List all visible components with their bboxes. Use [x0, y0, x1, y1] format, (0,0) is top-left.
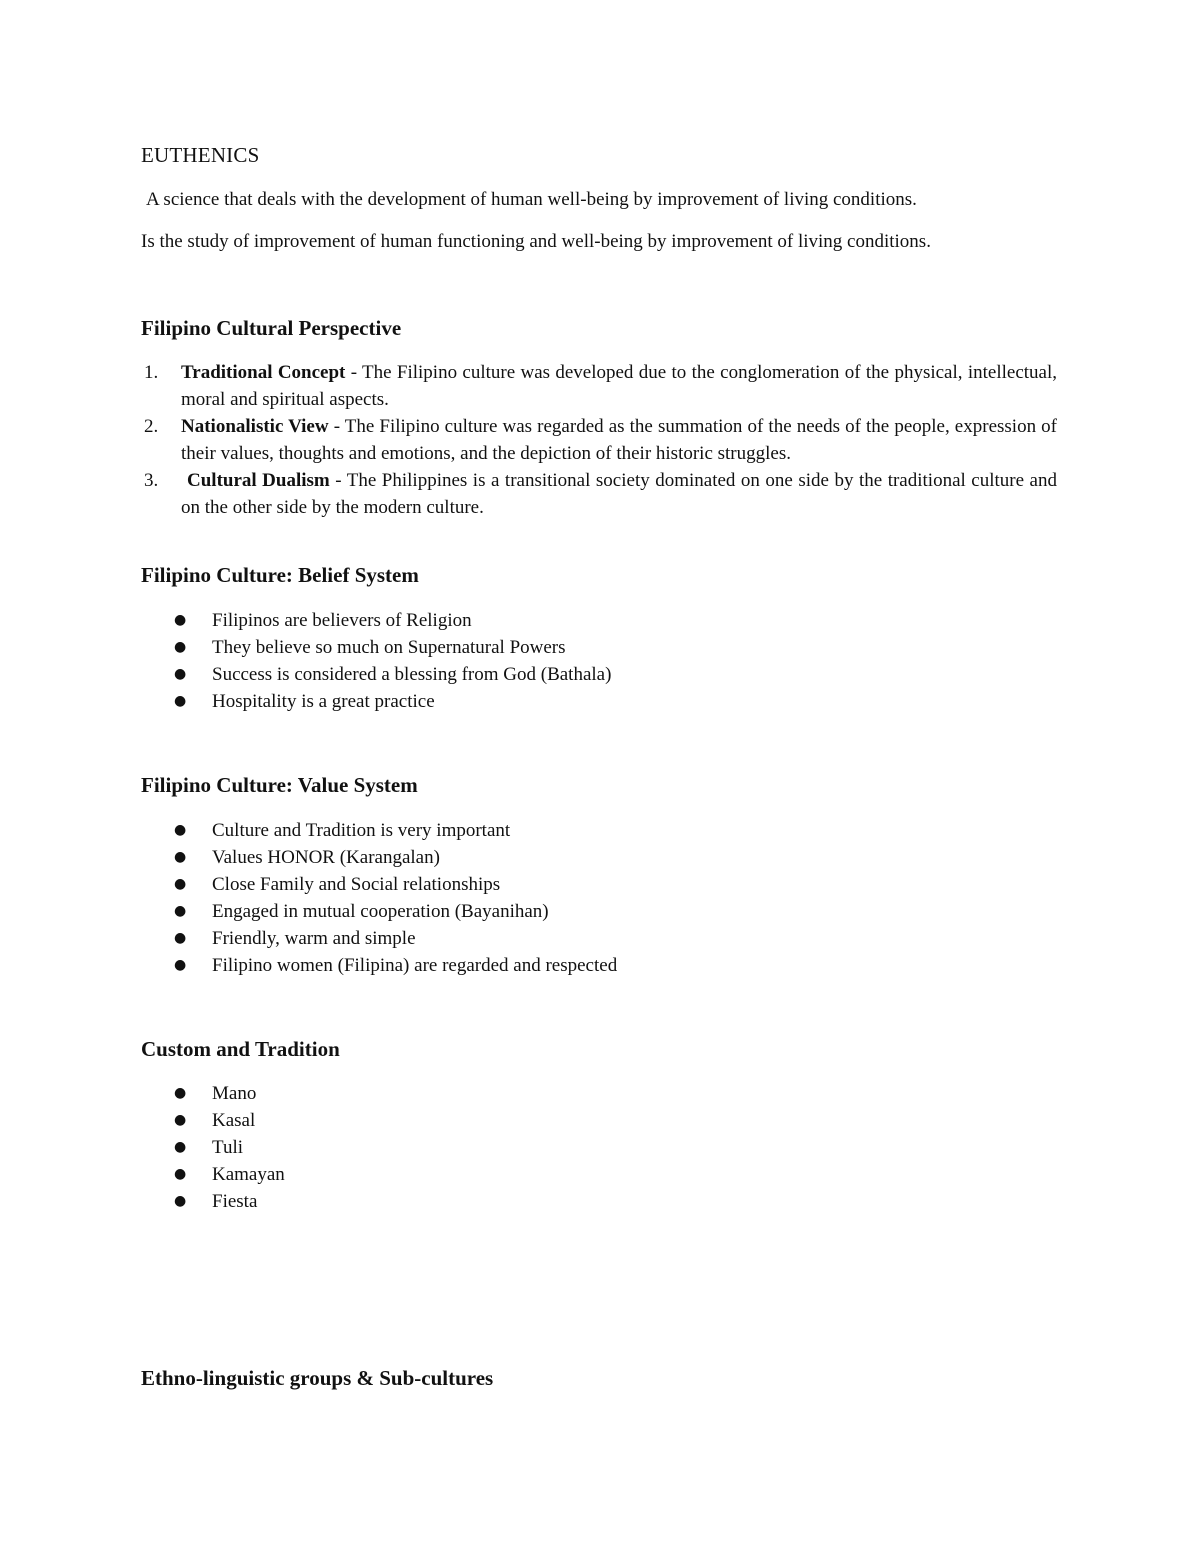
list-item — [141, 1080, 285, 1107]
list-item-text: Culture and Tradition is very important — [212, 820, 511, 841]
section-heading-belief: Filipino Culture: Belief System — [141, 563, 419, 587]
section-heading-custom: Custom and Tradition — [141, 1037, 340, 1061]
list-item — [141, 871, 617, 898]
bullet-icon: ● — [174, 666, 187, 682]
bullet-icon: ● — [174, 693, 187, 709]
bullet-icon: ● — [174, 849, 187, 865]
list-item-text: Engaged in mutual cooperation (Bayanihan) — [212, 901, 549, 922]
list-item-text: Fiesta — [212, 1191, 258, 1212]
values-list — [141, 817, 617, 979]
perspective-item — [141, 467, 1057, 521]
list-item-text: Hospitality is a great practice — [212, 691, 435, 712]
list-item — [141, 1188, 285, 1215]
document-title: EUTHENICS — [141, 143, 260, 167]
list-item-text: Filipino women (Filipina) are regarded and respected — [212, 955, 618, 976]
bullet-icon: ● — [174, 876, 187, 892]
list-item — [141, 952, 617, 979]
list-item-text: Filipinos are believers of Religion — [212, 610, 472, 631]
list-item — [141, 1161, 285, 1188]
perspective-text: - The Philippines is a transitional society dominated on one side by the traditional culture and on the other side by the modern culture. — [181, 470, 1057, 518]
bullet-icon: ● — [174, 1166, 187, 1182]
perspective-term: Cultural Dualism — [187, 470, 330, 491]
perspective-item — [141, 413, 1057, 467]
bullet-icon: ● — [174, 822, 187, 838]
bullet-icon: ● — [174, 957, 187, 973]
perspective-text: - The Filipino culture was developed due to the conglomeration of the physical, intellectual, moral and spiritual aspects. — [181, 362, 1057, 410]
list-item — [141, 607, 611, 634]
list-item — [141, 925, 617, 952]
list-item — [141, 1134, 285, 1161]
bullet-icon: ● — [174, 930, 187, 946]
list-item — [141, 817, 617, 844]
bullet-icon: ● — [174, 903, 187, 919]
bullet-icon: ● — [174, 639, 187, 655]
list-number: 3. — [144, 470, 159, 491]
custom-list — [141, 1080, 285, 1215]
perspective-term: Nationalistic View — [181, 416, 329, 437]
list-item — [141, 1107, 285, 1134]
list-item — [141, 661, 611, 688]
list-item — [141, 688, 611, 715]
belief-list — [141, 607, 611, 715]
bullet-icon: ● — [174, 612, 187, 628]
list-number: 2. — [144, 416, 159, 437]
bullet-icon: ● — [174, 1139, 187, 1155]
definition-paragraph-2: Is the study of improvement of human functioning and well-being by improvement of living conditions. — [141, 231, 931, 252]
perspective-term: Traditional Concept — [181, 362, 346, 383]
list-item-text: Close Family and Social relationships — [212, 874, 501, 895]
list-item — [141, 898, 617, 925]
perspective-list — [141, 359, 1057, 521]
list-item-text: Friendly, warm and simple — [212, 928, 416, 949]
section-heading-perspective: Filipino Cultural Perspective — [141, 316, 402, 340]
list-item-text: Values HONOR (Karangalan) — [212, 847, 440, 868]
bullet-icon: ● — [174, 1193, 187, 1209]
list-item-text: They believe so much on Supernatural Powers — [212, 637, 566, 658]
bullet-icon: ● — [174, 1085, 187, 1101]
list-item-text: Success is considered a blessing from God (Bathala) — [212, 664, 612, 685]
list-item-text: Tuli — [212, 1137, 243, 1158]
list-number: 1. — [144, 362, 159, 383]
section-heading-values: Filipino Culture: Value System — [141, 773, 418, 797]
list-item — [141, 844, 617, 871]
perspective-item — [141, 359, 1057, 413]
definition-paragraph-1: A science that deals with the development of human well-being by improvement of living conditions. — [146, 189, 917, 210]
list-item-text: Kamayan — [212, 1164, 285, 1185]
list-item-text: Mano — [212, 1083, 257, 1104]
bullet-icon: ● — [174, 1112, 187, 1128]
list-item-text: Kasal — [212, 1110, 256, 1131]
list-item — [141, 634, 611, 661]
section-heading-ethno: Ethno-linguistic groups & Sub-cultures — [141, 1366, 494, 1390]
perspective-text: - The Filipino culture was regarded as the summation of the needs of the people, expression of their values, thoughts and emotions, and the depiction of their historic struggles. — [181, 416, 1057, 464]
